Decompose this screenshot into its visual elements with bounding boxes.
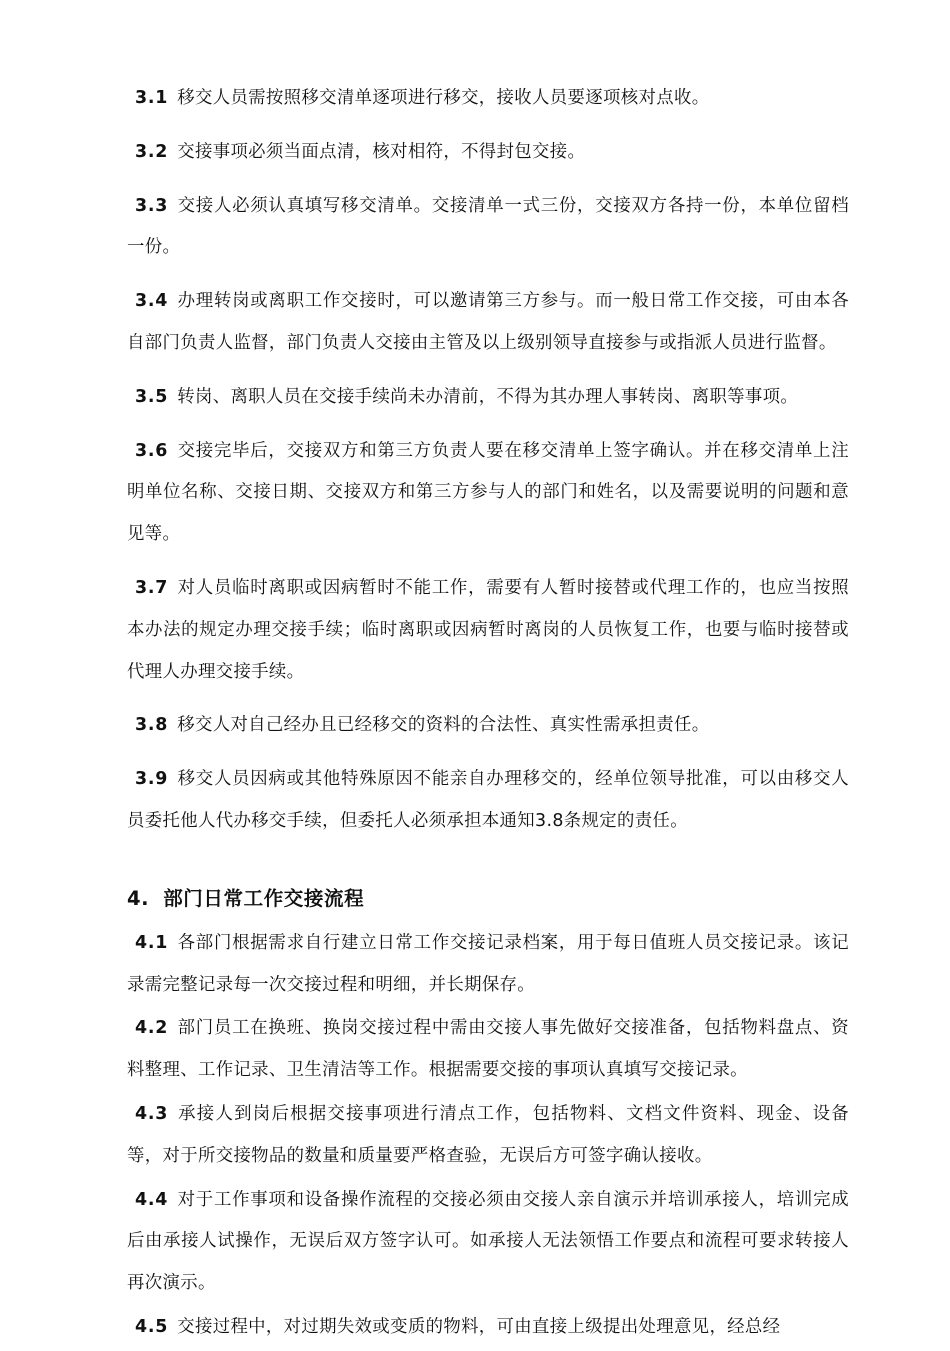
clause-number: 4.1 — [135, 932, 169, 953]
section-4-heading — [127, 881, 849, 917]
clause-text: 对人员临时离职或因病暂时不能工作，需要有人暂时接替或代理工作的，也应当按照本办法的规定办理交接手续；临时离职或因病暂时离岗的人员恢复工作，也要与临时接替或代理人办理交接手续。 — [127, 577, 849, 682]
clause-4-3 — [127, 1094, 849, 1178]
section-title: 部门日常工作交接流程 — [163, 886, 365, 910]
clause-3-9 — [127, 759, 849, 843]
section-number: 4. — [127, 886, 150, 910]
clause-number: 4.4 — [135, 1189, 169, 1210]
clause-text: 转岗、离职人员在交接手续尚未办清前，不得为其办理人事转岗、离职等事项。 — [177, 386, 799, 407]
clause-text: 部门员工在换班、换岗交接过程中需由交接人事先做好交接准备，包括物料盘点、资料整理、工作记录、卫生清洁等工作。根据需要交接的事项认真填写交接记录。 — [127, 1018, 849, 1081]
clause-text: 交接人必须认真填写移交清单。交接清单一式三份，交接双方各持一份，本单位留档一份。 — [127, 195, 849, 258]
clause-number: 3.9 — [135, 769, 169, 790]
clause-3-2 — [127, 132, 849, 174]
clause-number: 3.4 — [135, 291, 169, 312]
clause-text: 移交人员需按照移交清单逐项进行移交，接收人员要逐项核对点收。 — [177, 88, 710, 108]
clause-number: 4.2 — [135, 1018, 169, 1039]
document-body — [127, 78, 849, 1351]
clause-4-5 — [127, 1307, 849, 1349]
clause-text: 移交人对自己经办且已经移交的资料的合法性、真实性需承担责任。 — [177, 715, 710, 736]
clause-number: 4.5 — [135, 1316, 169, 1337]
clause-number: 3.8 — [135, 715, 169, 736]
clause-text: 移交人员因病或其他特殊原因不能亲自办理移交的，经单位领导批准，可以由移交人员委托他人代办移交手续，但委托人必须承担本通知3.8条规定的责任。 — [127, 769, 849, 831]
clause-text: 对于工作事项和设备操作流程的交接必须由交接人亲自演示并培训承接人，培训完成后由承接人试操作，无误后双方签字认可。如承接人无法领悟工作要点和流程可要求转接人再次演示。 — [127, 1189, 849, 1294]
clause-text: 各部门根据需求自行建立日常工作交接记录档案，用于每日值班人员交接记录。该记录需完整记录每一次交接过程和明细，并长期保存。 — [127, 932, 849, 995]
clause-3-6 — [127, 431, 849, 556]
clause-text: 交接完毕后，交接双方和第三方负责人要在移交清单上签字确认。并在移交清单上注明单位名称、交接日期、交接双方和第三方参与人的部门和姓名，以及需要说明的问题和意见等。 — [127, 440, 849, 545]
clause-number: 3.7 — [135, 577, 169, 598]
clause-number: 3.5 — [135, 386, 169, 407]
clause-number: 3.1 — [135, 88, 169, 108]
clause-3-5 — [127, 377, 849, 419]
clause-text: 交接事项必须当面点清，核对相符，不得封包交接。 — [177, 141, 586, 162]
clause-number: 3.3 — [135, 195, 169, 216]
clause-4-2 — [127, 1008, 849, 1092]
clause-3-7 — [127, 568, 849, 693]
clause-4-1 — [127, 923, 849, 1007]
clause-number: 3.6 — [135, 440, 169, 461]
clause-3-8 — [127, 705, 849, 747]
clause-text: 承接人到岗后根据交接事项进行清点工作，包括物料、文档文件资料、现金、设备等，对于所交接物品的数量和质量要严格查验，无误后方可签字确认接收。 — [127, 1103, 849, 1166]
clause-number: 4.3 — [135, 1103, 169, 1124]
clause-3-4 — [127, 281, 849, 365]
clause-text: 交接过程中，对过期失效或变质的物料，可由直接上级提出处理意见，经总经 — [177, 1316, 781, 1337]
clause-3-1 — [127, 78, 849, 120]
clause-text: 办理转岗或离职工作交接时，可以邀请第三方参与。而一般日常工作交接，可由本各自部门负责人监督，部门负责人交接由主管及以上级别领导直接参与或指派人员进行监督。 — [127, 291, 849, 353]
clause-number: 3.2 — [135, 141, 169, 162]
clause-4-4 — [127, 1180, 849, 1305]
clause-3-3 — [127, 186, 849, 270]
